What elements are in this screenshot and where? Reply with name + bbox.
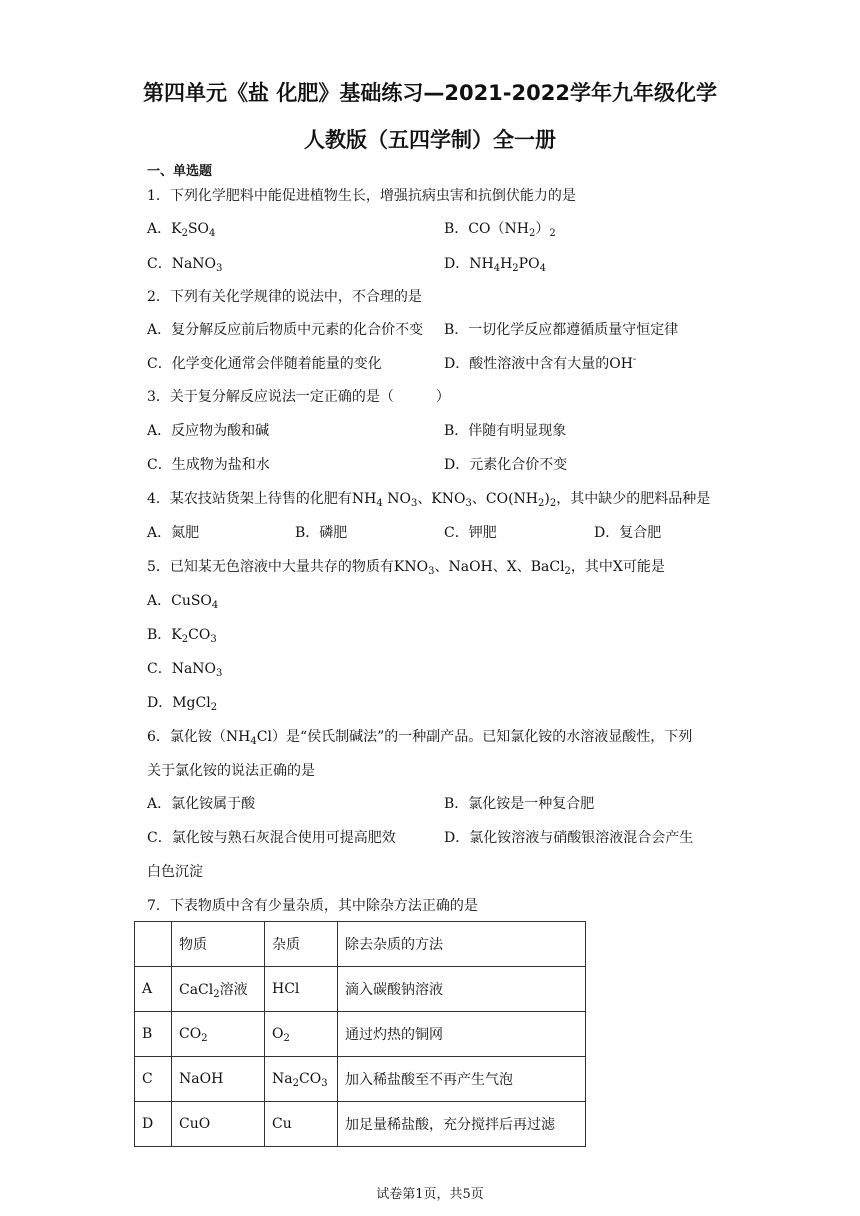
q1-option-c: C．NaNO$_3$ [147, 256, 223, 274]
row-method: 加入稀盐酸至不再产生气泡 [338, 1057, 586, 1102]
table-row [135, 1057, 586, 1102]
row-label: A [135, 967, 172, 1012]
row-impurity: $O_2$ [265, 1012, 338, 1057]
header-cell-impurity: 杂质 [265, 922, 338, 967]
row-substance: CaCl$_2$溶液 [172, 967, 265, 1012]
q6-option-a: A．氯化铵属于酸 [147, 796, 256, 812]
q5-option-b: B．$K_2CO_3$ [147, 627, 217, 645]
q4-stem: 4．某农技站货架上待售的化肥有$NH_4$ $NO_3$、$KNO_3$、$CO(NH_2)_2$，其中缺少的肥料品种是 [147, 491, 711, 509]
q1-option-b: B．$CO(NH_2)_2$ [444, 221, 556, 239]
q6-option-d-continued: 白色沉淀 [147, 864, 203, 880]
q4-option-d: D．复合肥 [594, 525, 662, 541]
q1-option-d: D．$NH_4H_2PO_4$ [444, 256, 546, 274]
row-impurity: HCl [265, 967, 338, 1012]
row-label: D [135, 1102, 172, 1147]
row-substance: NaOH [172, 1057, 265, 1102]
row-impurity: Cu [265, 1102, 338, 1147]
section-heading: 一、单选题 [147, 164, 213, 179]
q3-option-c: C．生成物为盐和水 [147, 457, 270, 473]
q7-table [134, 921, 586, 1147]
q1-stem: 1．下列化学肥料中能促进植物生长，增强抗病虫害和抗倒伏能力的是 [147, 188, 576, 204]
q5-stem: 5．已知某无色溶液中大量共存的物质有$KNO_3$、NaOH、X、BaCl$_2$，其中X可能是 [147, 559, 665, 577]
row-label: B [135, 1012, 172, 1057]
q4-option-a: A．氮肥 [147, 525, 200, 541]
row-substance: CuO [172, 1102, 265, 1147]
q7-stem: 7．下表物质中含有少量杂质，其中除杂方法正确的是 [147, 898, 478, 914]
q4-option-b: B．磷肥 [295, 525, 348, 541]
q6-stem-line-1: 6．氯化铵$(NH_4Cl)$是“侯氏制碱法”的一种副产品。已知氯化铵的水溶液显酸性，下列 [147, 729, 693, 747]
q3-option-a: A．反应物为酸和碱 [147, 423, 270, 439]
title-line-2: 人教版（五四学制）全一册 [304, 128, 556, 152]
row-substance: $CO_2$ [172, 1012, 265, 1057]
q6-option-d: D．氯化铵溶液与硝酸银溶液混合会产生 [444, 830, 694, 846]
q2-option-b: B．一切化学反应都遵循质量守恒定律 [444, 322, 679, 338]
row-method: 加足量稀盐酸，充分搅拌后再过滤 [338, 1102, 586, 1147]
row-method: 通过灼热的铜网 [338, 1012, 586, 1057]
q5-option-a: A．CuSO$_4$ [147, 593, 219, 611]
table-header-row [135, 922, 586, 967]
table-row [135, 967, 586, 1012]
q1-option-a: A．$K_2SO_4$ [147, 221, 216, 239]
q2-option-d: D．酸性溶液中含有大量的OH- [444, 354, 637, 372]
q3-option-d: D．元素化合价不变 [444, 457, 568, 473]
header-cell-method: 除去杂质的方法 [338, 922, 586, 967]
header-cell-blank [135, 922, 172, 967]
table-row [135, 1012, 586, 1057]
table-row [135, 1102, 586, 1147]
q6-option-c: C．氯化铵与熟石灰混合使用可提高肥效 [147, 830, 396, 846]
row-label: C [135, 1057, 172, 1102]
header-cell-substance: 物质 [172, 922, 265, 967]
q5-option-d: D．MgCl$_2$ [147, 695, 218, 713]
q3-stem: 3．关于复分解反应说法一定正确的是（ ） [147, 389, 450, 405]
q2-option-a: A．复分解反应前后物质中元素的化合价不变 [147, 322, 424, 338]
q2-option-c: C．化学变化通常会伴随着能量的变化 [147, 356, 382, 372]
row-method: 滴入碳酸钠溶液 [338, 967, 586, 1012]
q5-option-c: C．NaNO$_3$ [147, 661, 223, 679]
q3-option-b: B．伴随有明显现象 [444, 423, 567, 439]
page-footer: 试卷第1页，共5页 [376, 1187, 484, 1202]
q6-stem-line-2: 关于氯化铵的说法正确的是 [147, 763, 315, 779]
title-line-1: 第四单元《盐 化肥》基础练习—2021-2022学年九年级化学 [143, 81, 717, 105]
q4-option-c: C．钾肥 [444, 525, 497, 541]
q2-stem: 2．下列有关化学规律的说法中，不合理的是 [147, 289, 422, 305]
row-impurity: $Na_2CO_3$ [265, 1057, 338, 1102]
q6-option-b: B．氯化铵是一种复合肥 [444, 796, 595, 812]
